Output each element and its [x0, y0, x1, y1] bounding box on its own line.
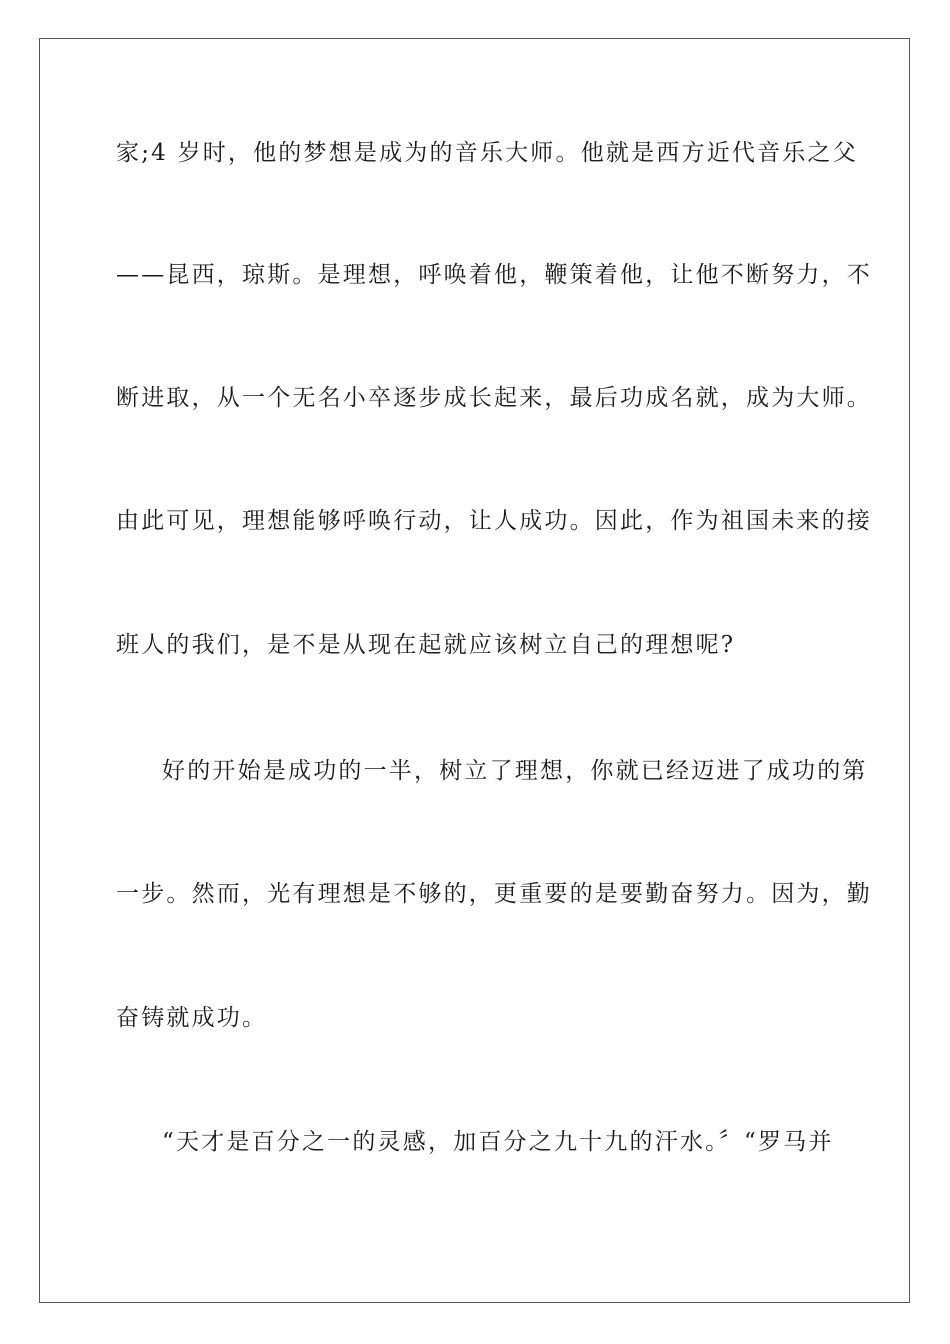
body-text-line: 班人的我们，是不是从现在起就应该树立自己的理想呢? [116, 632, 736, 658]
body-text-line: 由此可见，理想能够呼唤行动，让人成功。因此，作为祖国未来的接 [116, 508, 872, 534]
body-text-line: 一步。然而，光有理想是不够的，更重要的是要勤奋努力。因为，勤 [116, 881, 872, 907]
body-text-line: 奋铸就成功。 [116, 1005, 268, 1031]
body-text-line: ——昆西，琼斯。是理想，呼唤着他，鞭策着他，让他不断努力，不 [116, 262, 872, 288]
page-frame [39, 38, 910, 1303]
body-text-line: 断进取，从一个无名小卒逐步成长起来，最后功成名就，成为大师。 [116, 385, 872, 411]
paragraph-first-line: “天才是百分之一的灵感，加百分之九十九的汗水。〞“罗马并 [162, 1129, 834, 1155]
body-text-line: 家;4 岁时，他的梦想是成为的音乐大师。他就是西方近代音乐之父 [116, 140, 858, 166]
paragraph-first-line: 好的开始是成功的一半，树立了理想，你就已经迈进了成功的第 [162, 758, 868, 784]
